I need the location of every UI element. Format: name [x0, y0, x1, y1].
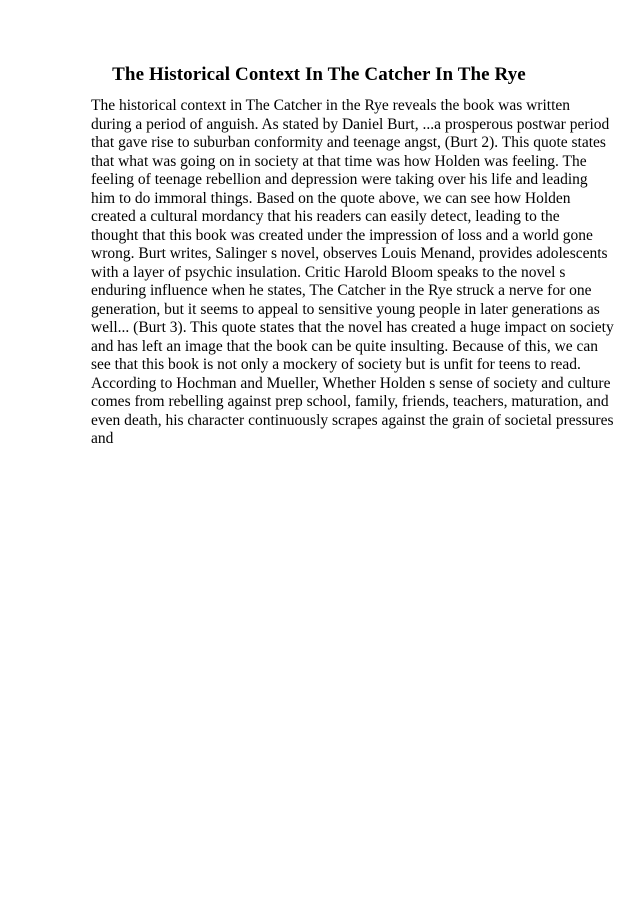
- text-line: see that this book is not only a mockery of society but is unfit for teens to read.: [91, 356, 581, 373]
- text-line: feeling of teenage rebellion and depression were taking over his life and leading: [91, 171, 588, 188]
- text-line: and: [91, 430, 114, 447]
- text-line: well... (Burt 3). This quote states that the novel has created a huge impact on society: [91, 319, 614, 336]
- text-line: with a layer of psychic insulation. Critic Harold Bloom speaks to the novel s: [91, 263, 566, 281]
- text-line: thought that this book was created under the impression of loss and a world gone: [91, 226, 593, 244]
- text-line: comes from rebelling against prep school, family, friends, teachers, maturation, and: [91, 393, 609, 410]
- text-line: wrong. Burt writes, Salinger s novel, observes Louis Menand, provides adolescents: [91, 245, 608, 262]
- text-line: that gave rise to suburban conformity and teenage angst, (Burt 2). This quote states: [91, 134, 606, 151]
- text-line: and has left an image that the book can be quite insulting. Because of this, we can: [91, 337, 599, 355]
- text-line: According to Hochman and Mueller, Whether Holden s sense of society and culture: [91, 374, 611, 392]
- document-title: The Historical Context In The Catcher In The Rye: [112, 64, 526, 85]
- text-line: him to do immoral things. Based on the quote above, we can see how Holden: [91, 189, 571, 207]
- text-line: generation, but it seems to appeal to sensitive young people in later generations as: [91, 300, 600, 318]
- body-paragraph: [91, 97, 614, 449]
- text-line: The historical context in The Catcher in the Rye reveals the book was written: [91, 97, 571, 114]
- text-line: even death, his character continuously scrapes against the grain of societal pressures: [91, 411, 614, 429]
- text-line: during a period of anguish. As stated by Daniel Burt, ...a prosperous postwar period: [91, 115, 610, 133]
- text-line: that what was going on in society at that time was how Holden was feeling. The: [91, 152, 587, 170]
- text-line: created a cultural mordancy that his readers can easily detect, leading to the: [91, 208, 560, 225]
- text-line: enduring influence when he states, The Catcher in the Rye struck a nerve for one: [91, 282, 592, 299]
